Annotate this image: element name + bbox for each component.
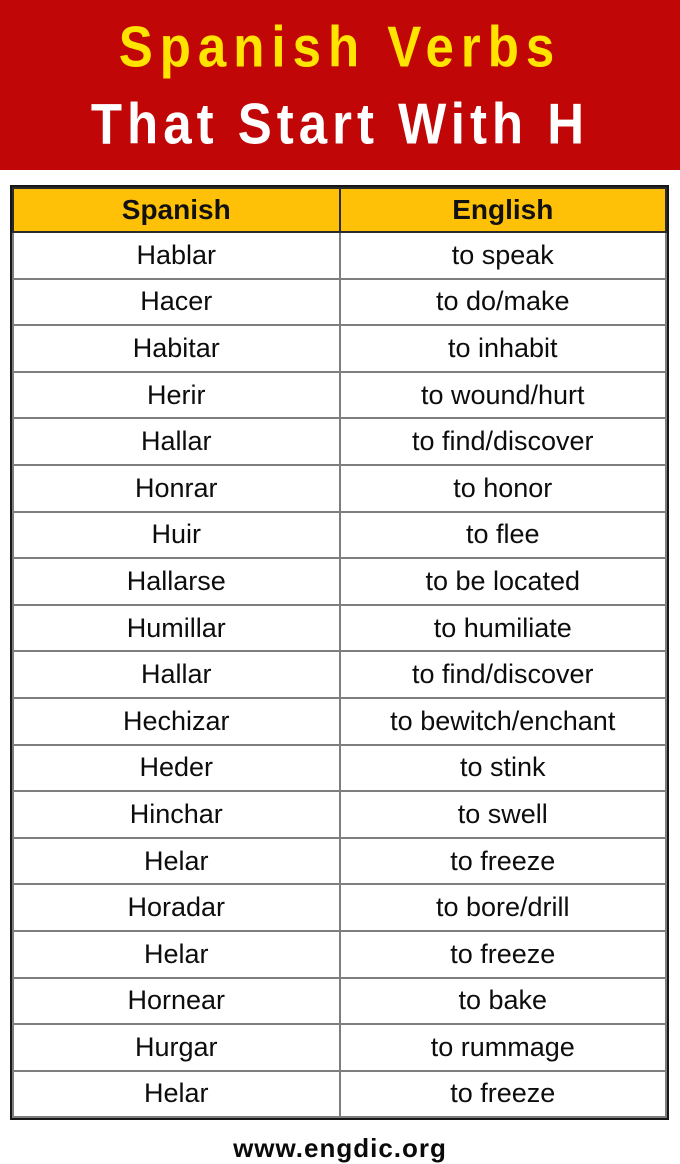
verb-cell-spanish: Horadar [13,884,340,931]
verb-row [13,978,666,1025]
verb-cell-english: to find/discover [340,418,667,465]
verb-row [13,1071,666,1118]
verb-cell-english: to speak [340,232,667,279]
verb-cell-english: to humiliate [340,605,667,652]
verb-row [13,745,666,792]
verb-cell-spanish: Hornear [13,978,340,1025]
verb-cell-spanish: Heder [13,745,340,792]
verb-cell-spanish: Habitar [13,325,340,372]
column-header-spanish: Spanish [13,188,340,232]
verb-row [13,558,666,605]
verb-row [13,325,666,372]
column-header-english: English [340,188,667,232]
verb-row [13,372,666,419]
verb-cell-english: to do/make [340,279,667,326]
verb-cell-spanish: Hechizar [13,698,340,745]
verb-cell-english: to be located [340,558,667,605]
verb-row [13,605,666,652]
verb-cell-english: to bore/drill [340,884,667,931]
verb-cell-spanish: Huir [13,512,340,559]
verb-cell-english: to bake [340,978,667,1025]
verb-row [13,232,666,279]
verb-row [13,651,666,698]
verb-cell-english: to swell [340,791,667,838]
verb-row [13,791,666,838]
verb-cell-english: to find/discover [340,651,667,698]
verb-cell-english: to bewitch/enchant [340,698,667,745]
verb-row [13,931,666,978]
verb-cell-english: to flee [340,512,667,559]
verb-cell-spanish: Hacer [13,279,340,326]
verb-cell-english: to freeze [340,1071,667,1118]
verb-cell-spanish: Hallar [13,418,340,465]
banner-subtitle: That Start With H [90,91,590,156]
verb-cell-spanish: Hallar [13,651,340,698]
verb-row [13,884,666,931]
banner-title: Spanish Verbs [118,14,562,79]
verb-cell-spanish: Helar [13,838,340,885]
verb-cell-english: to wound/hurt [340,372,667,419]
verb-row [13,698,666,745]
verb-row [13,838,666,885]
verb-row [13,465,666,512]
verb-row [13,1024,666,1071]
verb-cell-spanish: Hablar [13,232,340,279]
table-header-row [13,188,666,232]
verb-cell-spanish: Herir [13,372,340,419]
verb-row [13,279,666,326]
verb-cell-spanish: Hallarse [13,558,340,605]
verb-cell-english: to freeze [340,838,667,885]
verbs-table-wrapper [10,185,669,1120]
verb-row [13,418,666,465]
verb-cell-english: to freeze [340,931,667,978]
verb-cell-spanish: Humillar [13,605,340,652]
verb-cell-spanish: Honrar [13,465,340,512]
verbs-table [12,187,667,1118]
table-body [13,232,666,1117]
verb-row [13,512,666,559]
verb-cell-english: to rummage [340,1024,667,1071]
verb-cell-spanish: Hurgar [13,1024,340,1071]
title-banner [0,0,680,170]
verb-cell-english: to honor [340,465,667,512]
verb-cell-spanish: Helar [13,931,340,978]
website-url: www.engdic.org [233,1133,447,1164]
verb-cell-english: to inhabit [340,325,667,372]
verb-cell-spanish: Hinchar [13,791,340,838]
verb-cell-english: to stink [340,745,667,792]
verb-cell-spanish: Helar [13,1071,340,1118]
